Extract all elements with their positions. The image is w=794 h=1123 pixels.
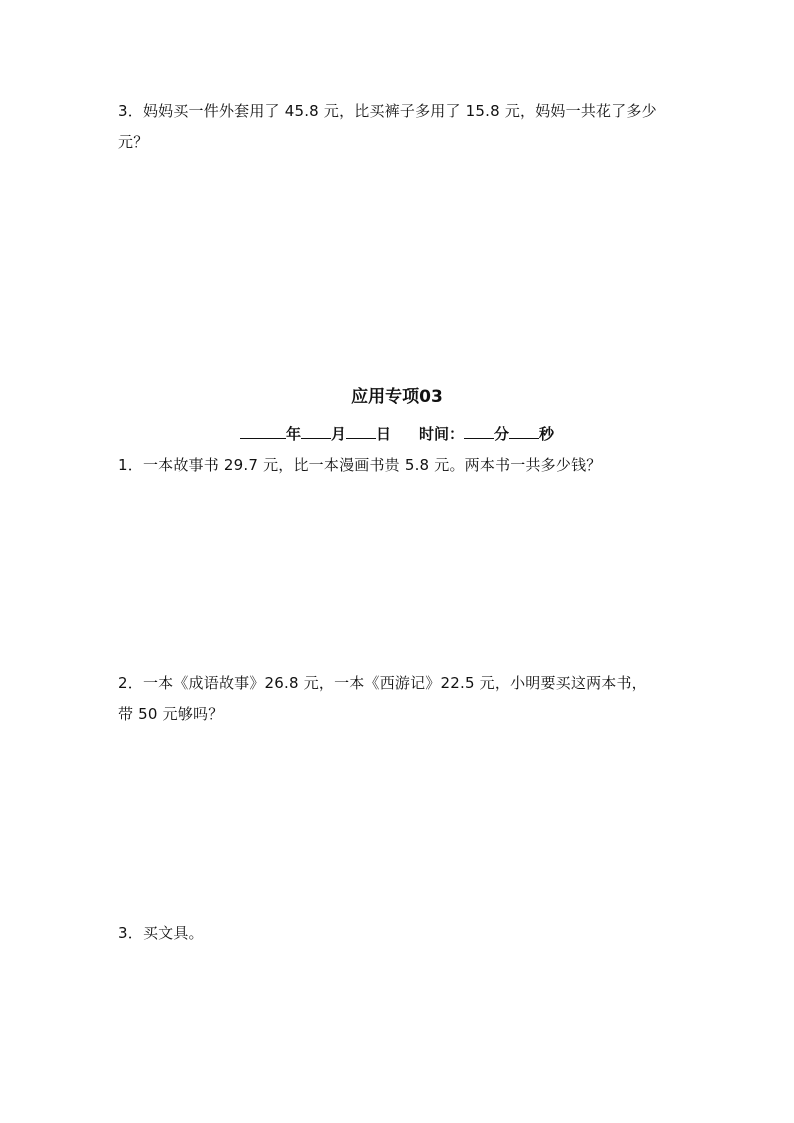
question-text-line: 1．一本故事书 29.7 元，比一本漫画书贵 5.8 元。两本书一共多少钱？ xyxy=(118,456,602,474)
time-label: 时间： xyxy=(419,425,465,443)
day-blank[interactable] xyxy=(346,422,376,439)
year-blank[interactable] xyxy=(240,422,286,439)
question-1 xyxy=(118,450,688,481)
question-previous-3 xyxy=(118,96,688,158)
question-3 xyxy=(118,918,688,949)
question-text-line: 带 50 元够吗？ xyxy=(118,705,224,723)
month-blank[interactable] xyxy=(301,422,331,439)
year-label: 年 xyxy=(285,425,301,443)
question-2 xyxy=(118,668,688,730)
minute-blank[interactable] xyxy=(464,422,494,439)
question-text-line: 3．买文具。 xyxy=(118,924,204,942)
question-text-line: 3．妈妈买一件外套用了 45.8 元，比买裤子多用了 15.8 元，妈妈一共花了多少 xyxy=(118,102,657,120)
date-time-line xyxy=(0,422,794,446)
section-title: 应用专项03 xyxy=(351,387,443,407)
minute-label: 分 xyxy=(494,425,510,443)
question-text-line: 2．一本《成语故事》26.8 元，一本《西游记》22.5 元，小明要买这两本书， xyxy=(118,674,647,692)
second-label: 秒 xyxy=(539,425,555,443)
second-blank[interactable] xyxy=(509,422,539,439)
month-label: 月 xyxy=(330,425,346,443)
day-label: 日 xyxy=(375,425,391,443)
question-text-line: 元？ xyxy=(118,133,149,151)
